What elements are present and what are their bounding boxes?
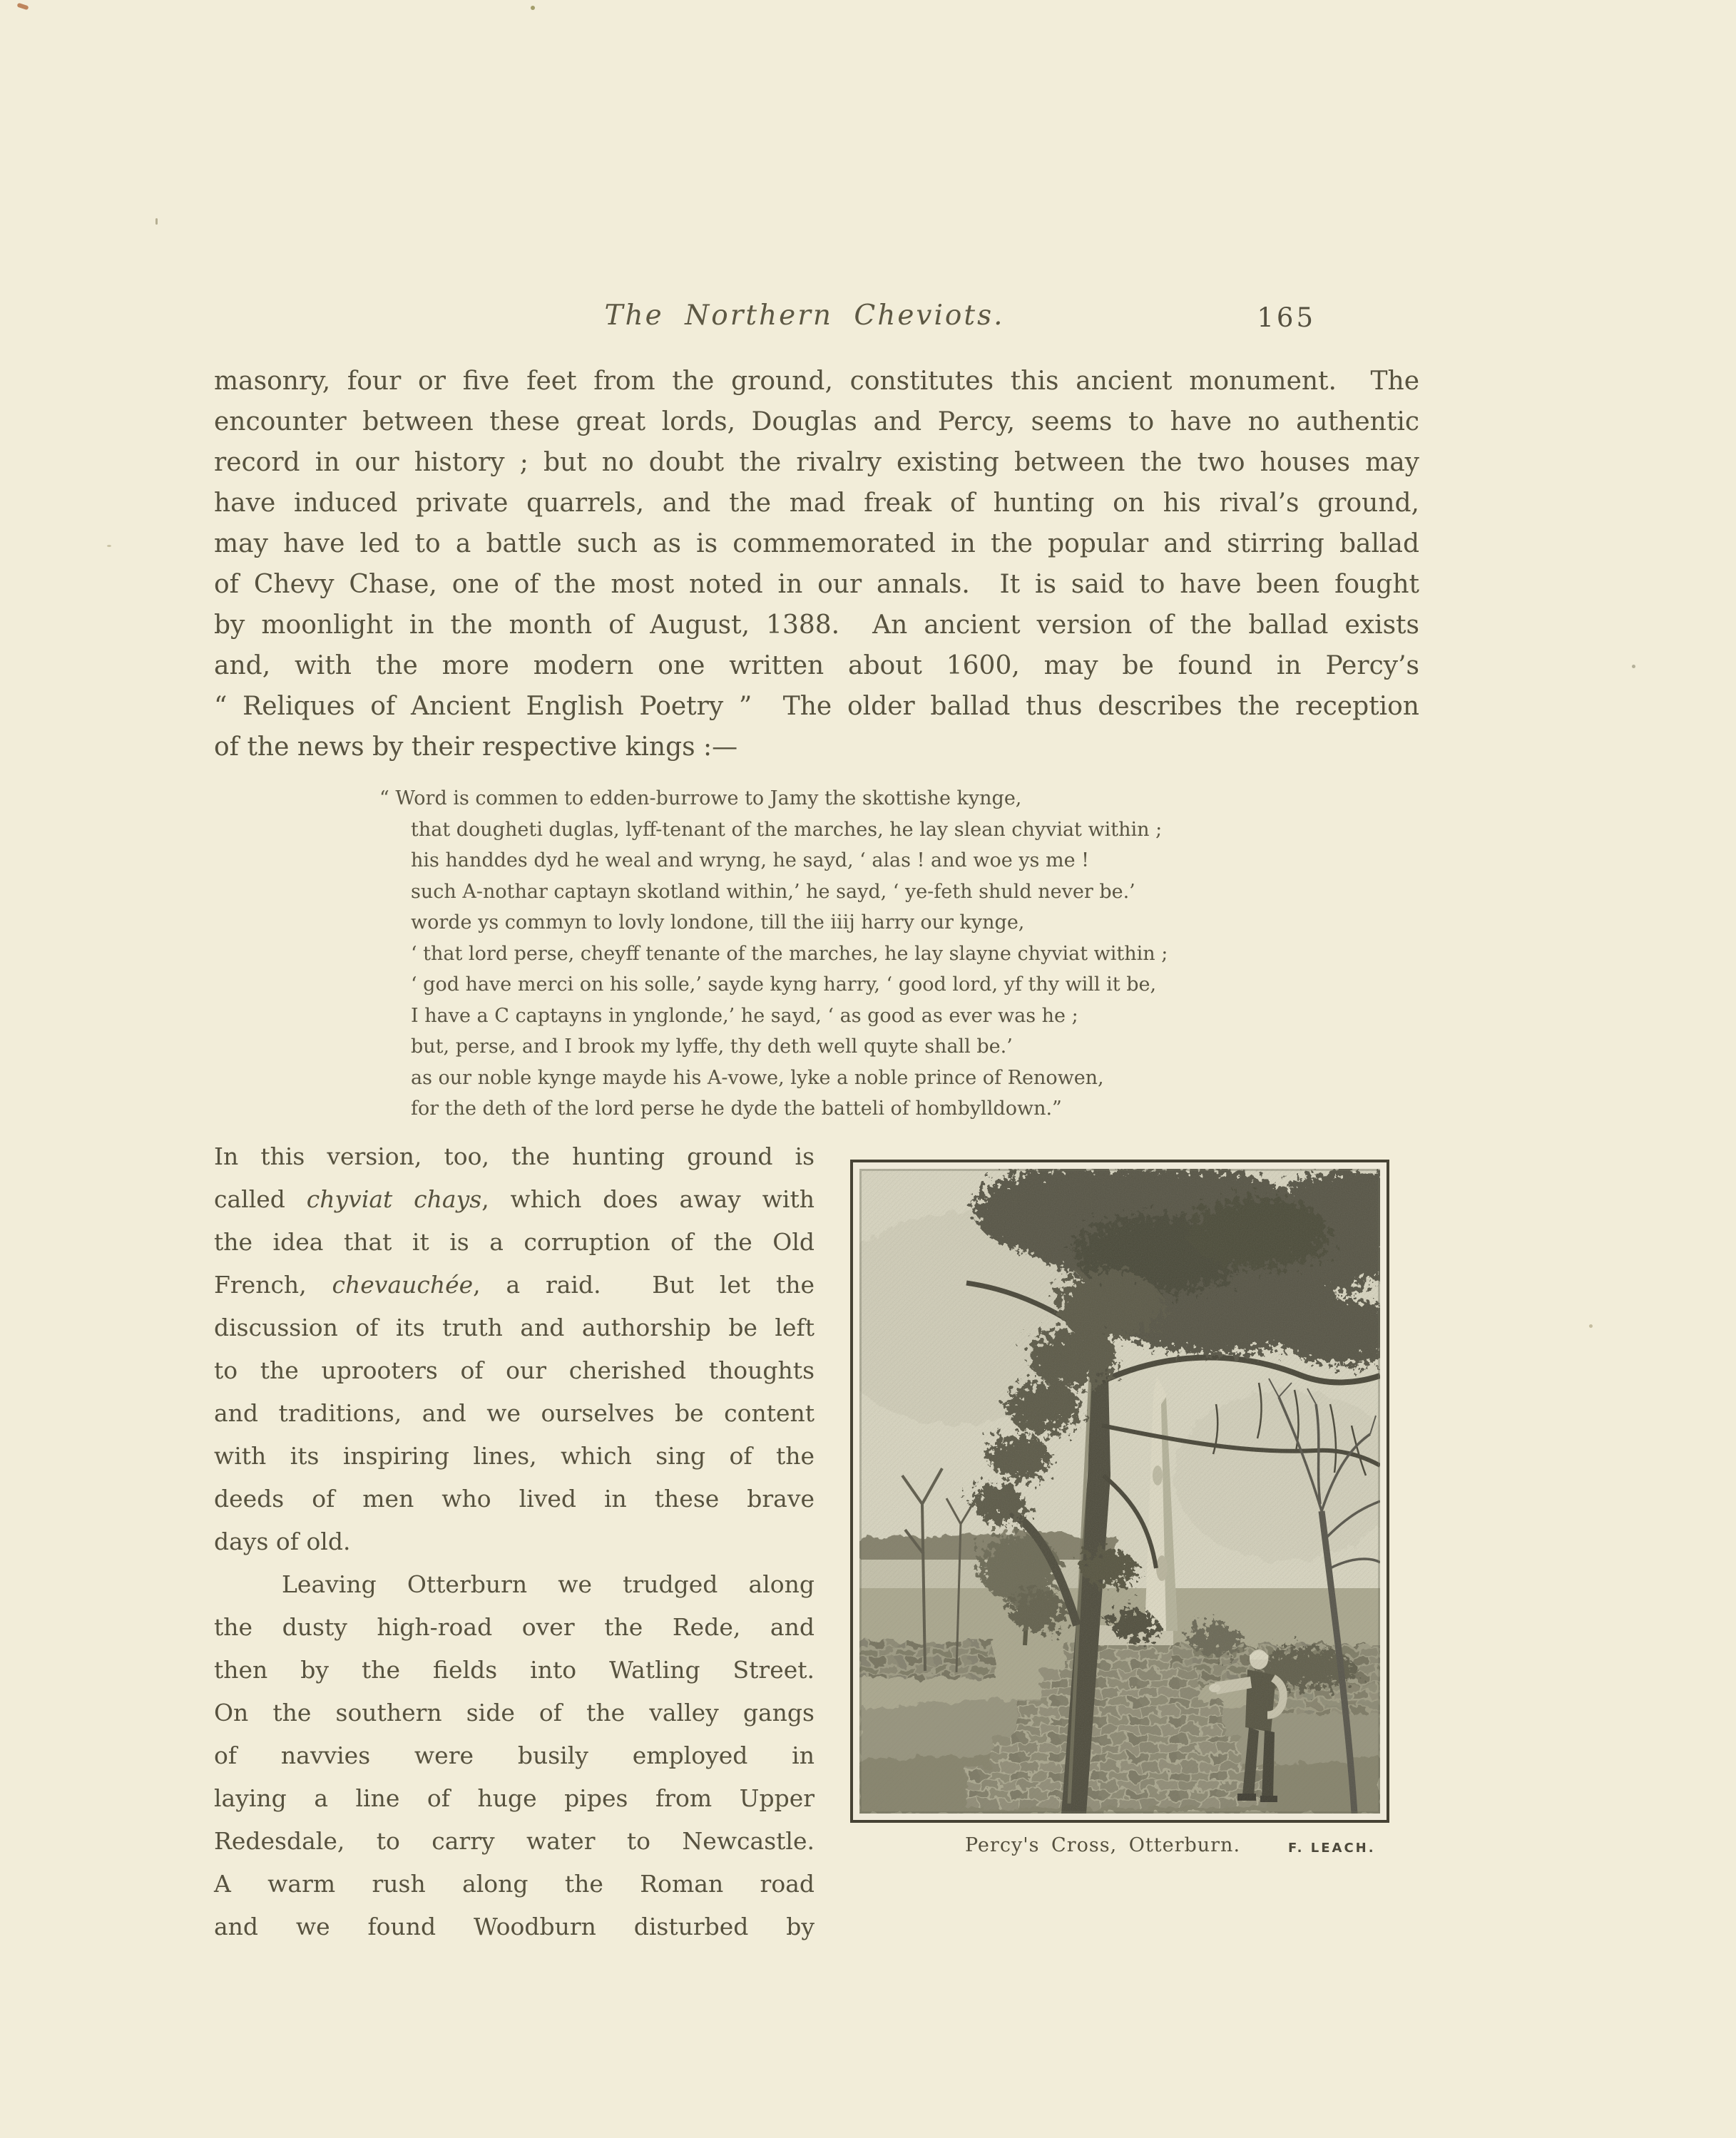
paragraph-line: record in our history ; but no doubt the rivalry existing between the two houses may bbox=[214, 448, 1419, 477]
column-line: A warm rush along the Roman road bbox=[214, 1870, 815, 1898]
ballad-line: ‘ that lord perse, cheyff tenante of the marches, he lay slayne chyviat within ; bbox=[411, 942, 1168, 965]
photo-grain bbox=[859, 1169, 1380, 1814]
photo-illustration bbox=[859, 1169, 1380, 1814]
ballad-line: I have a C captayns in ynglonde,’ he sayd, ‘ as good as ever was he ; bbox=[411, 1004, 1078, 1027]
column-line: deeds of men who lived in these brave bbox=[214, 1485, 815, 1513]
column-line: of navvies were busily employed in bbox=[214, 1741, 815, 1769]
column-line: the dusty high-road over the Rede, and bbox=[214, 1613, 815, 1641]
running-head-title: The Northern Cheviots. bbox=[604, 300, 1005, 332]
column-line: then by the fields into Watling Street. bbox=[214, 1656, 815, 1684]
column-line: called chyviat chays, which does away with bbox=[214, 1185, 815, 1213]
paragraph-line: have induced private quarrels, and the mad freak of hunting on his rival’s ground, bbox=[214, 489, 1419, 518]
ballad-line: for the deth of the lord perse he dyde the batteli of hombylldown.” bbox=[411, 1098, 1062, 1120]
ballad-line: ‘ god have merci on his solle,’ sayde kyng harry, ‘ good lord, yf thy will it be, bbox=[411, 973, 1157, 996]
column-line: laying a line of huge pipes from Upper bbox=[214, 1784, 815, 1812]
ballad-line: “ Word is commen to edden-burrowe to Jamy the skottishe kynge, bbox=[379, 787, 1022, 809]
paper-speck bbox=[107, 545, 111, 547]
main-paragraph bbox=[214, 361, 1419, 767]
ballad-line: as our noble kynge mayde his A-vowe, lyke a noble prince of Renowen, bbox=[411, 1066, 1104, 1089]
paper-speck bbox=[16, 3, 29, 11]
column-line: and traditions, and we ourselves be content bbox=[214, 1399, 815, 1427]
paper-speck bbox=[1632, 665, 1635, 668]
paper-speck bbox=[155, 218, 158, 225]
ballad-line: such A-nothar captayn skotland within,’ he sayd, ‘ ye-feth shuld never be.’ bbox=[411, 880, 1135, 903]
photo-caption: Percy's Cross, Otterburn. bbox=[964, 1834, 1241, 1856]
column-line: to the uprooters of our cherished thoughts bbox=[214, 1356, 815, 1384]
paragraph-line: by moonlight in the month of August, 1388. An ancient version of the ballad exists bbox=[214, 610, 1419, 640]
column-line: days of old. bbox=[214, 1528, 351, 1555]
column-line: with its inspiring lines, which sing of the bbox=[214, 1442, 815, 1470]
paragraph-line: of the news by their respective kings :— bbox=[214, 732, 738, 762]
photo-percys-cross bbox=[850, 1160, 1389, 1823]
left-column-text bbox=[214, 1135, 815, 1948]
ballad-line: worde ys commyn to lovly londone, till the iiij harry our kynge, bbox=[411, 911, 1025, 934]
paragraph-line: masonry, four or five feet from the ground, constitutes this ancient monument. The bbox=[214, 367, 1419, 396]
column-line: Redesdale, to carry water to Newcastle. bbox=[214, 1827, 815, 1855]
page-number: 165 bbox=[1257, 302, 1316, 333]
column-line: On the southern side of the valley gangs bbox=[214, 1699, 815, 1727]
column-line: the idea that it is a corruption of the Old bbox=[214, 1228, 815, 1256]
paragraph-line: encounter between these great lords, Douglas and Percy, seems to have no authentic bbox=[214, 407, 1419, 436]
ballad-quote bbox=[379, 783, 1328, 1125]
column-line: Leaving Otterburn we trudged along bbox=[282, 1570, 815, 1598]
paragraph-line: and, with the more modern one written about 1600, may be found in Percy’s bbox=[214, 651, 1419, 680]
ballad-line: but, perse, and I brook my lyffe, thy deth well quyte shall be.’ bbox=[411, 1035, 1013, 1058]
column-line: discussion of its truth and authorship be left bbox=[214, 1314, 815, 1341]
ballad-line: his handdes dyd he weal and wryng, he sayd, ‘ alas ! and woe ys me ! bbox=[411, 849, 1089, 871]
column-line: and we found Woodburn disturbed by bbox=[214, 1913, 815, 1940]
column-line: In this version, too, the hunting ground is bbox=[214, 1142, 815, 1170]
photo-credit: F. LEACH. bbox=[1288, 1841, 1376, 1856]
paper-speck bbox=[531, 6, 535, 10]
column-line: French, chevauchée, a raid. But let the bbox=[214, 1271, 815, 1299]
ballad-line: that dougheti duglas, lyff-tenant of the marches, he lay slean chyviat within ; bbox=[411, 818, 1163, 841]
paragraph-line: “ Reliques of Ancient English Poetry ” The older ballad thus describes the reception bbox=[214, 692, 1419, 721]
paragraph-line: may have led to a battle such as is commemorated in the popular and stirring ballad bbox=[214, 529, 1419, 558]
paper-speck bbox=[1589, 1324, 1593, 1328]
paragraph-line: of Chevy Chase, one of the most noted in our annals. It is said to have been fought bbox=[214, 570, 1419, 599]
